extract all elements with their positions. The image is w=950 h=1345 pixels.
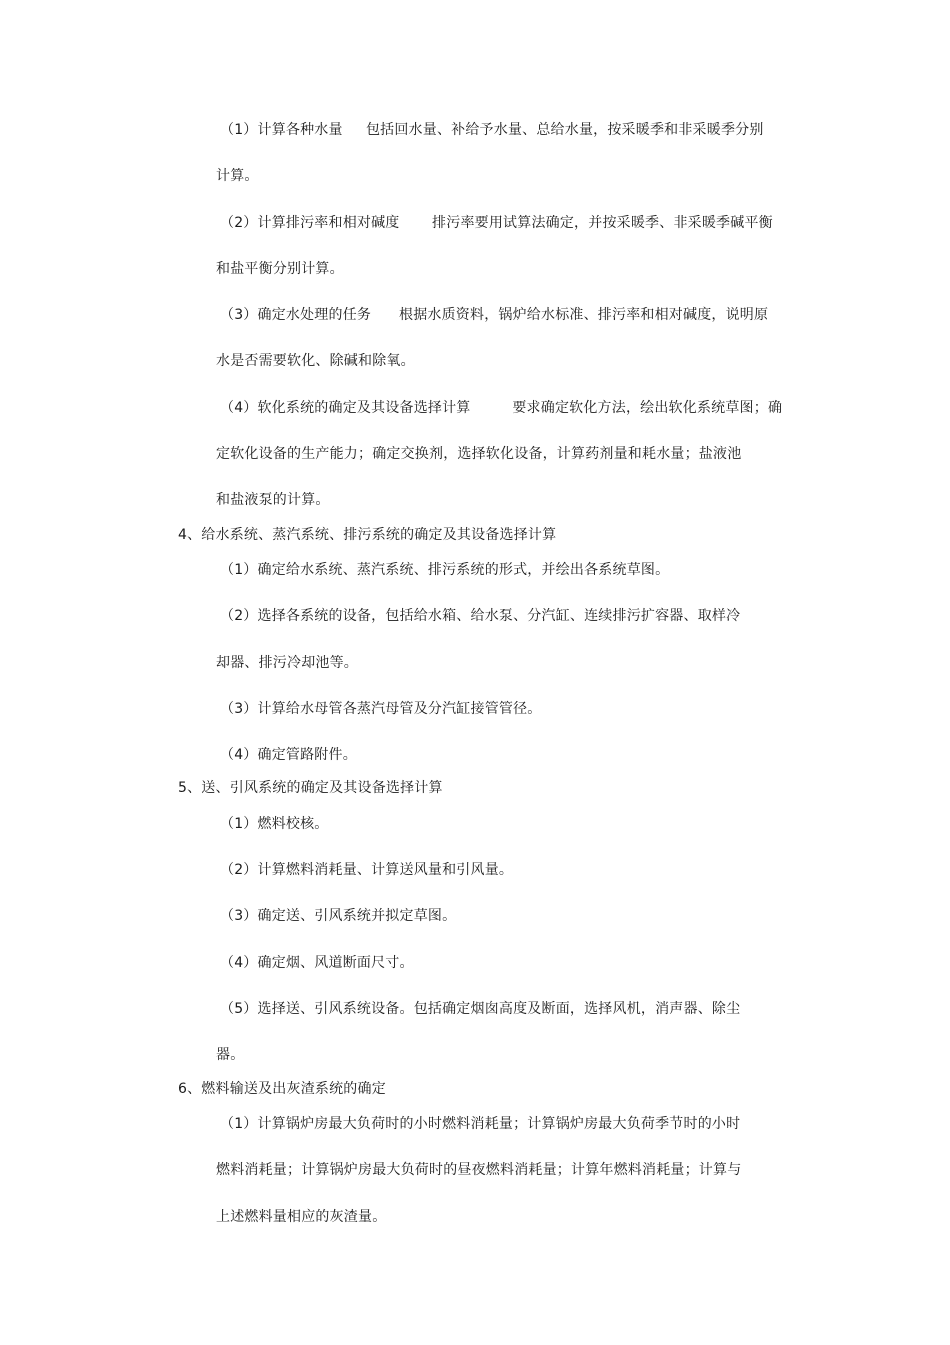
paragraph-softening-system: （4）软化系统的确定及其设备选择计算 要求确定软化方法，绘出软化系统草图；确 — [220, 400, 783, 416]
paragraph-draft-equipment-cont: 器。 — [216, 1047, 245, 1063]
section-heading-5: 5、送、引风系统的确定及其设备选择计算 — [178, 780, 443, 796]
paragraph-feedwater-form: （1）确定给水系统、蒸汽系统、排污系统的形式，并绘出各系统草图。 — [220, 562, 670, 578]
paragraph-softening-system-cont-1: 定软化设备的生产能力；确定交换剂，选择软化设备，计算药剂量和耗水量；盐液池 — [216, 446, 742, 462]
paragraph-duct-size: （4）确定烟、风道断面尺寸。 — [220, 955, 414, 971]
section-heading-6: 6、燃料输送及出灰渣系统的确定 — [178, 1081, 386, 1097]
paragraph-water-quantity: （1）计算各种水量 包括回水量、补给予水量、总给水量，按采暖季和非采暖季分别 — [220, 122, 764, 138]
paragraph-blowdown-rate: （2）计算排污率和相对碱度 排污率要用试算法确定，并按采暖季、非采暖季碱平衡 — [220, 215, 773, 231]
paragraph-system-equipment-cont: 却器、排污冷却池等。 — [216, 655, 358, 671]
paragraph-draft-equipment: （5）选择送、引风系统设备。包括确定烟囱高度及断面，选择风机，消声器、除尘 — [220, 1001, 741, 1017]
paragraph-water-treatment-task: （3）确定水处理的任务 根据水质资料，锅炉给水标准、排污率和相对碱度，说明原 — [220, 307, 769, 323]
paragraph-fuel-consumption-cont-2: 上述燃料量相应的灰渣量。 — [216, 1209, 387, 1225]
paragraph-fuel-consumption-cont-1: 燃料消耗量；计算锅炉房最大负荷时的昼夜燃料消耗量；计算年燃料消耗量；计算与 — [216, 1162, 742, 1178]
paragraph-water-quantity-cont: 计算。 — [216, 168, 259, 184]
paragraph-pipe-diameter: （3）计算给水母管各蒸汽母管及分汽缸接管管径。 — [220, 701, 542, 717]
paragraph-fuel-check: （1）燃料校核。 — [220, 816, 329, 832]
paragraph-air-volume: （2）计算燃料消耗量、计算送风量和引风量。 — [220, 862, 514, 878]
paragraph-softening-system-cont-2: 和盐液泵的计算。 — [216, 492, 330, 508]
paragraph-draft-system: （3）确定送、引风系统并拟定草图。 — [220, 908, 457, 924]
paragraph-system-equipment: （2）选择各系统的设备，包括给水箱、给水泵、分汽缸、连续排污扩容器、取样冷 — [220, 608, 741, 624]
paragraph-blowdown-rate-cont: 和盐平衡分别计算。 — [216, 261, 344, 277]
paragraph-fuel-consumption: （1）计算锅炉房最大负荷时的小时燃料消耗量；计算锅炉房最大负荷季节时的小时 — [220, 1116, 741, 1132]
paragraph-water-treatment-task-cont: 水是否需要软化、除碱和除氧。 — [216, 353, 415, 369]
section-heading-4: 4、给水系统、蒸汽系统、排污系统的确定及其设备选择计算 — [178, 527, 557, 543]
paragraph-pipe-fittings: （4）确定管路附件。 — [220, 747, 357, 763]
